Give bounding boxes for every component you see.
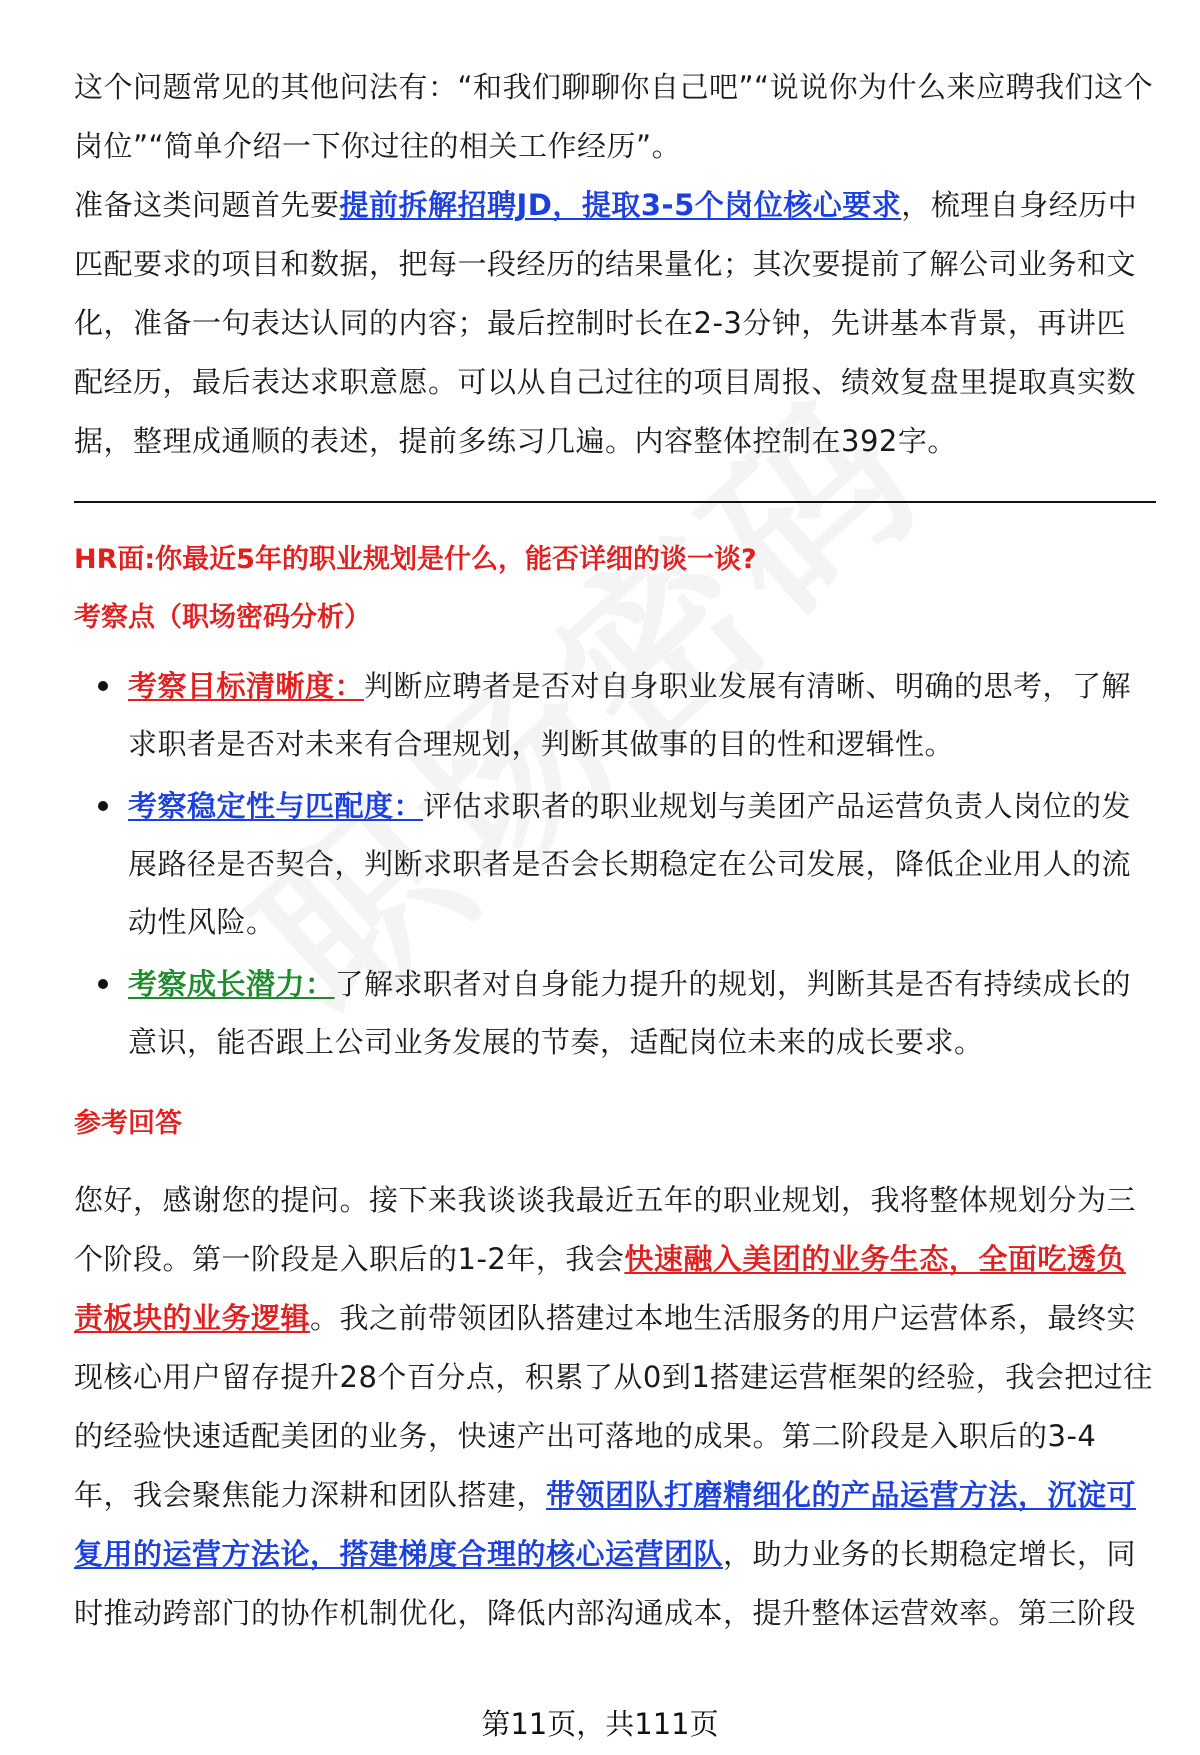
answer-highlight-1: 快速融入美团的业务生态，全面吃透负责板块的业务逻辑	[74, 1242, 1126, 1335]
prep-text-after: ，梳理自身经历中匹配要求的项目和数据，把每一段经历的结果量化；其次要提前了解公司业务和文化，准备一句表达认同的内容；最后控制时长在2-3分钟，先讲基本背景，再讲匹配经历，最后表达求职意愿。可以从自己过往的项目周报、绩效复盘里提取真实数据，整理成通顺的表述，提前多练习几遍。内容整体控制在392字。	[74, 188, 1138, 458]
answer-part-3: ，助力业务的长期稳定增长，同时推动跨部门的协作机制优化，降低内部沟通成本，提升整体运营效率。第三阶段	[74, 1537, 1137, 1630]
analysis-points	[74, 657, 1154, 1071]
question-title: HR面:你最近5年的职业规划是什么，能否详细的谈一谈?	[74, 544, 757, 575]
page-footer: 第11页，共111页	[481, 1707, 719, 1741]
bullet-dot	[98, 681, 108, 691]
reference-heading: 参考回答	[74, 1108, 182, 1139]
answer-part-1: 您好，感谢您的提问。接下来我谈谈我最近五年的职业规划，我将整体规划分为三个阶段。第一阶段是入职后的1-2年，我会	[74, 1183, 1137, 1276]
point-text: 判断应聘者是否对自身职业发展有清晰、明确的思考，了解求职者是否对未来有合理规划，判断其做事的目的性和逻辑性。	[128, 669, 1132, 761]
point-label: 考察成长潜力：	[128, 967, 335, 1001]
answer-part-2: 。我之前带领团队搭建过本地生活服务的用户运营体系，最终实现核心用户留存提升28个百分点，积累了从0到1搭建运营框架的经验，我会把过往的经验快速适配美团的业务，快速产出可落地的成果。第二阶段是入职后的3-4年，我会聚焦能力深耕和团队搭建，	[74, 1301, 1153, 1512]
analysis-point	[128, 955, 1154, 1071]
point-text: 评估求职者的职业规划与美团产品运营负责人岗位的发展路径是否契合，判断求职者是否会长期稳定在公司发展，降低企业用人的流动性风险。	[128, 789, 1132, 939]
bullet-dot	[98, 801, 108, 811]
section-divider	[74, 501, 1156, 503]
point-label: 考察目标清晰度：	[128, 669, 365, 703]
analysis-point	[128, 777, 1154, 951]
analysis-heading: 考察点（职场密码分析）	[74, 602, 371, 633]
point-label: 考察稳定性与匹配度：	[128, 789, 424, 823]
analysis-point	[128, 657, 1154, 773]
point-text: 了解求职者对自身能力提升的规划，判断其是否有持续成长的意识，能否跟上公司业务发展的节奏，适配岗位未来的成长要求。	[128, 967, 1132, 1059]
intro-alt-phrasings: 这个问题常见的其他问法有：“和我们聊聊你自己吧”“说说你为什么来应聘我们这个岗位”“简单介绍一下你过往的相关工作经历”。	[74, 70, 1154, 163]
prep-highlight: 提前拆解招聘JD，提取3-5个岗位核心要求	[339, 188, 902, 222]
prep-text-before: 准备这类问题首先要	[74, 188, 340, 222]
intro-preparation	[74, 176, 1154, 471]
answer-highlight-2: 带领团队打磨精细化的产品运营方法，沉淀可复用的运营方法论，搭建梯度合理的核心运营团队	[74, 1478, 1137, 1571]
reference-answer	[74, 1171, 1154, 1643]
bullet-dot	[98, 979, 108, 989]
document-page	[74, 58, 1154, 1643]
